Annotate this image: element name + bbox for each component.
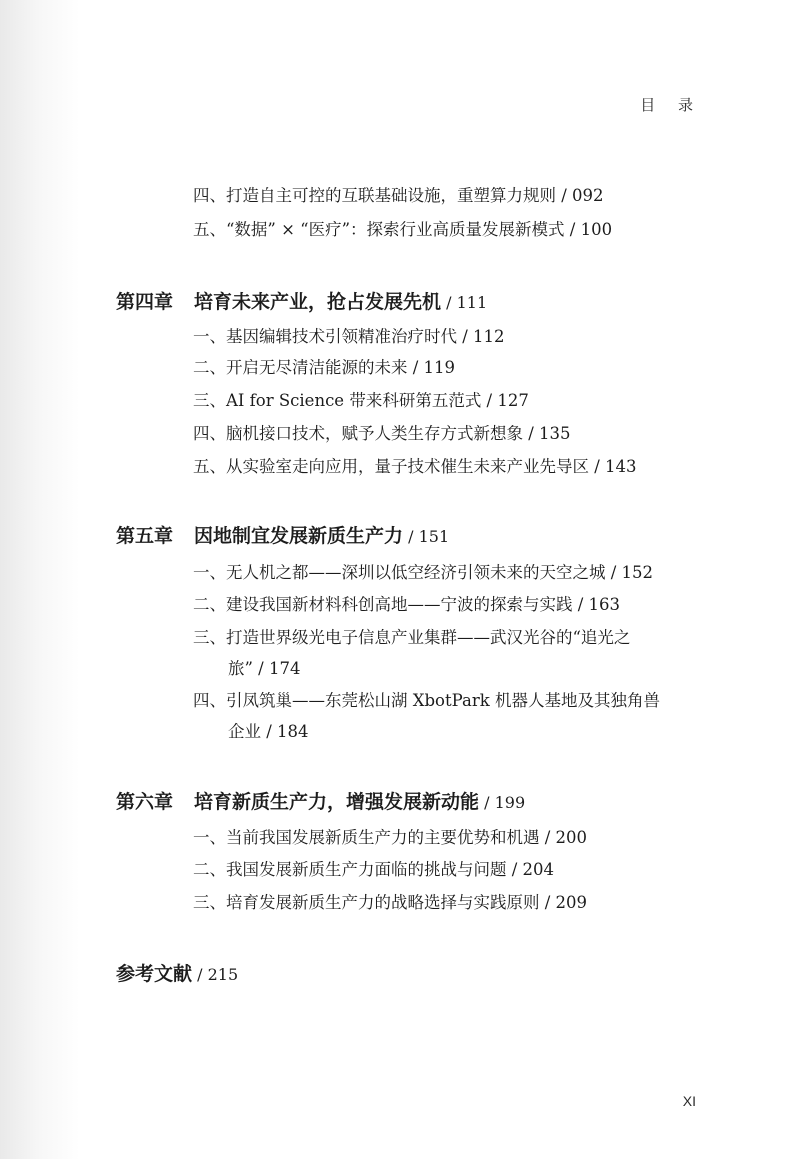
- toc-entry[interactable]: 四、引凤筑巢——东莞松山湖 XbotPark 机器人基地及其独角兽: [193, 691, 660, 710]
- toc-entry[interactable]: 三、AI for Science 带来科研第五范式 / 127: [193, 391, 529, 410]
- chapter-number: 第四章: [116, 291, 174, 313]
- toc-entry[interactable]: 三、培育发展新质生产力的战略选择与实践原则 / 209: [193, 893, 588, 912]
- references-page: / 215: [192, 965, 239, 984]
- toc-entry[interactable]: 五、“数据” × “医疗”：探索行业高质量发展新模式 / 100: [193, 220, 613, 239]
- references-heading[interactable]: [116, 962, 238, 987]
- references-title: 参考文献: [116, 963, 193, 985]
- chapter-title: 培育新质生产力，增强发展新动能: [194, 791, 480, 813]
- toc-entry[interactable]: 二、建设我国新材料科创高地——宁波的探索与实践 / 163: [193, 595, 621, 614]
- chapter-heading[interactable]: [116, 524, 449, 549]
- toc-entry[interactable]: 二、开启无尽清洁能源的未来 / 119: [193, 358, 456, 377]
- toc-entry[interactable]: 二、我国发展新质生产力面临的挑战与问题 / 204: [193, 860, 555, 879]
- running-header: 目 录: [640, 96, 702, 114]
- toc-entry-continuation[interactable]: 旅” / 174: [228, 659, 301, 678]
- toc-entry[interactable]: 一、当前我国发展新质生产力的主要优势和机遇 / 200: [193, 828, 588, 847]
- toc-entry[interactable]: 五、从实验室走向应用，量子技术催生未来产业先导区 / 143: [193, 457, 637, 476]
- chapter-title: 因地制宜发展新质生产力: [194, 525, 404, 547]
- toc-entry-continuation[interactable]: 企业 / 184: [228, 722, 309, 741]
- toc-entry[interactable]: 四、打造自主可控的互联基础设施，重塑算力规则 / 092: [193, 186, 604, 205]
- chapter-number: 第六章: [116, 791, 174, 813]
- chapter-heading[interactable]: [116, 790, 525, 815]
- chapter-page: / 111: [441, 293, 488, 312]
- chapter-number: 第五章: [116, 525, 174, 547]
- chapter-page: / 199: [479, 793, 526, 812]
- chapter-heading[interactable]: [116, 290, 487, 315]
- toc-entry[interactable]: 四、脑机接口技术，赋予人类生存方式新想象 / 135: [193, 424, 571, 443]
- chapter-title: 培育未来产业，抢占发展先机: [194, 291, 442, 313]
- chapter-page: / 151: [403, 527, 450, 546]
- toc-entry[interactable]: 一、无人机之都——深圳以低空经济引领未来的天空之城 / 152: [193, 563, 654, 582]
- page-number: XI: [682, 1093, 696, 1109]
- toc-entry[interactable]: 三、打造世界级光电子信息产业集群——武汉光谷的“追光之: [193, 628, 631, 647]
- toc-entry[interactable]: 一、基因编辑技术引领精准治疗时代 / 112: [193, 327, 505, 346]
